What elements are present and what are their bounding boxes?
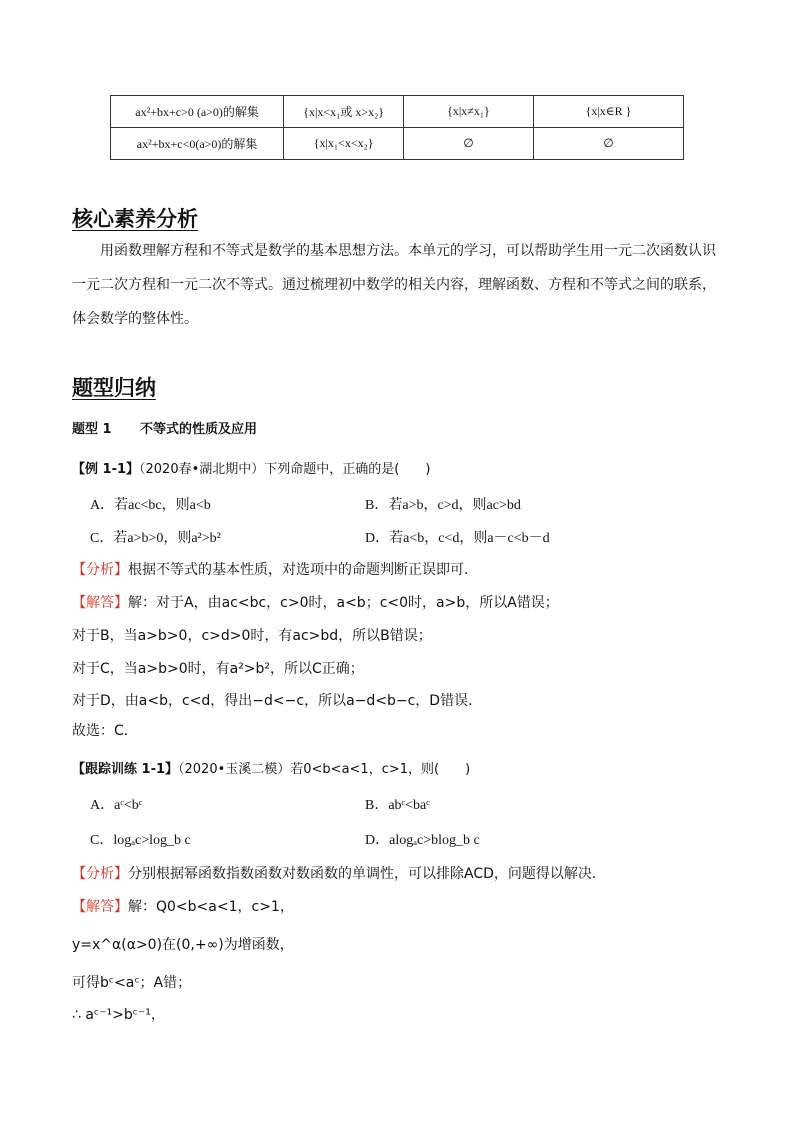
practice-stem xyxy=(72,758,470,777)
analysis-line xyxy=(72,553,478,587)
answer-line: 对于B，当a>b>0，c>d>0时，有ac>bd，所以B错误； xyxy=(72,628,432,644)
table-cell: ax²+bx+c>0 (a>0)的解集 xyxy=(111,96,284,128)
table-cell: {x|x₁<x<x₂} xyxy=(284,128,404,160)
analysis-tag: 【分析】 xyxy=(72,562,128,578)
answer-text: 解：对于A，由ac<bc，c>0时，a<b；c<0时，a>b，所以A错误； xyxy=(128,595,559,611)
practice-tag: 【跟踪训练 1-1】 xyxy=(72,762,179,777)
analysis-text: 分别根据幂函数指数函数对数函数的单调性，可以排除ACD，问题得以解决． xyxy=(128,866,606,882)
question-type-label: 题型 1 xyxy=(72,422,112,437)
answer-line xyxy=(72,890,294,924)
practice-question: （2020•玉溪二模）若0<b<a<1，c>1，则( ) xyxy=(178,762,471,777)
option-c: C．logₐc>log_b c xyxy=(90,833,191,848)
table-cell: ax²+bx+c<0(a>0)的解集 xyxy=(111,128,284,160)
example-question: （2020春•湖北期中）下列命题中，正确的是( ) xyxy=(139,462,431,477)
answer-line: 对于C，当a>b>0时，有a²>b²，所以C正确； xyxy=(72,661,364,677)
question-type-title: 不等式的性质及应用 xyxy=(140,422,258,437)
analysis-line xyxy=(72,857,606,891)
option-b: B．abᶜ<baᶜ xyxy=(365,798,430,813)
option-b: B．若a>b，c>d，则ac>bd xyxy=(365,498,521,513)
example-stem xyxy=(72,458,430,477)
answer-line: 可得bᶜ<aᶜ；A错； xyxy=(72,975,192,991)
table-cell: {x|x≠x₁} xyxy=(404,96,534,128)
example-tag: 【例 1-1】 xyxy=(72,462,140,477)
section-body-text: 用函数理解方程和不等式是数学的基本思想方法。本单元的学习，可以帮助学生用一元二次函数认识一元二次方程和一元二次不等式。通过梳理初中数学的相关内容，理解函数、方程和不等式之间的联系，体会数学的整体性。 xyxy=(72,243,716,327)
answer-tag: 【解答】 xyxy=(72,595,128,611)
answer-text: 解：Q0<b<a<1，c>1， xyxy=(128,899,294,915)
section-heading-core-literacy: 核心素养分析 xyxy=(72,207,198,231)
analysis-text: 根据不等式的基本性质，对选项中的命题判断正误即可． xyxy=(128,562,478,578)
option-a: A．aᶜ<bᶜ xyxy=(90,798,143,813)
answer-line: 对于D，由a<b，c<d，得出−d<−c，所以a−d<b−c，D错误． xyxy=(72,693,483,709)
answer-line: ∴ aᶜ⁻¹>bᶜ⁻¹， xyxy=(72,1007,165,1023)
answer-line: 故选：C． xyxy=(72,723,138,739)
answer-line: y=x^α(α>0)在(0,+∞)为增函数， xyxy=(72,937,294,953)
solution-set-table xyxy=(110,95,684,160)
table-row xyxy=(111,128,684,160)
table-cell: ∅ xyxy=(404,128,534,160)
option-c: C．若a>b>0，则a²>b² xyxy=(90,531,221,546)
table-cell: {x|x<x₁或 x>x₂} xyxy=(284,96,404,128)
answer-line xyxy=(72,586,559,620)
analysis-tag: 【分析】 xyxy=(72,866,128,882)
table-cell: ∅ xyxy=(533,128,683,160)
option-d: D．若a<b，c<d，则a－c<b－d xyxy=(365,531,550,546)
table-row xyxy=(111,96,684,128)
section-heading-question-types: 题型归纳 xyxy=(72,376,156,400)
table-cell: {x|x∈R } xyxy=(533,96,683,128)
answer-tag: 【解答】 xyxy=(72,899,128,915)
option-d: D．alogₐc>blog_b c xyxy=(365,833,480,848)
option-a: A．若ac<bc，则a<b xyxy=(90,498,211,513)
